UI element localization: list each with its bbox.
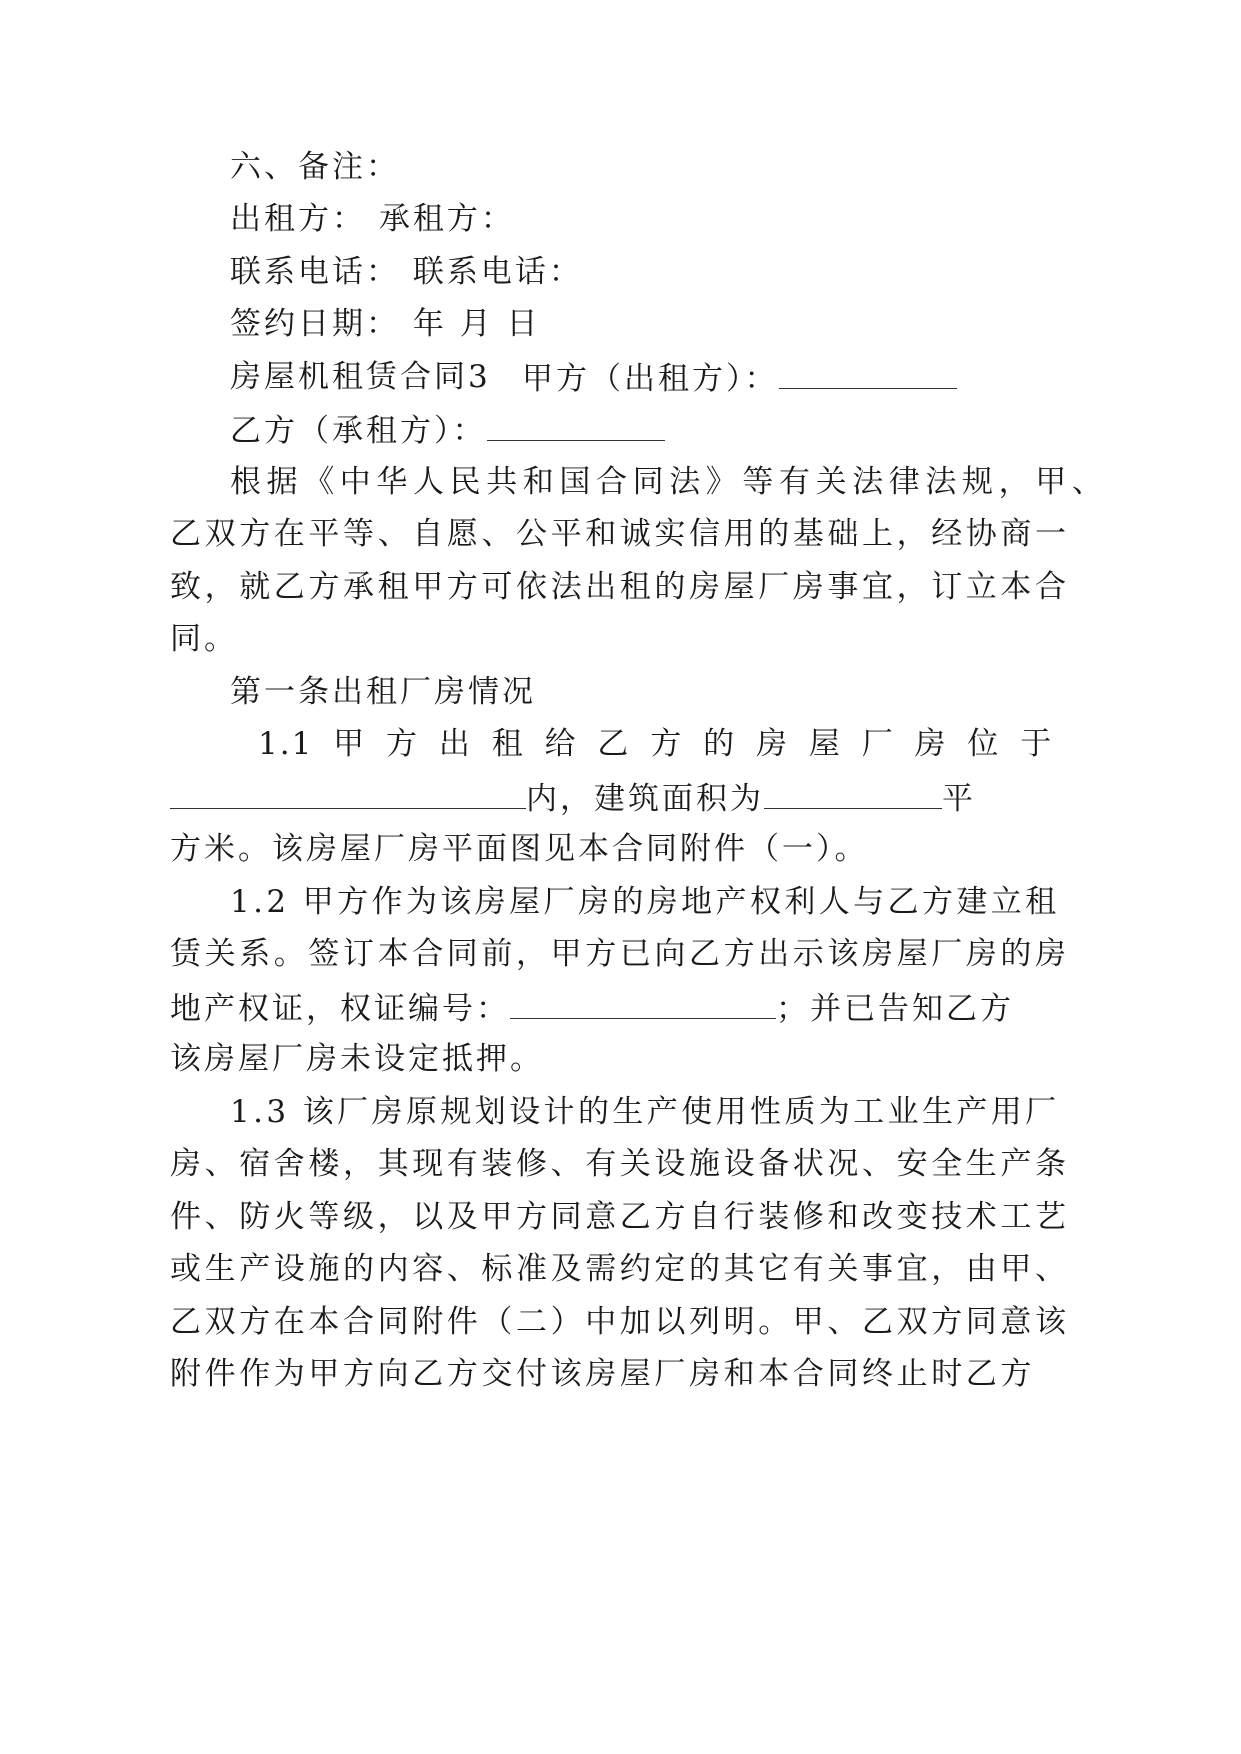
party-b-blank bbox=[487, 414, 665, 441]
certificate-number-blank bbox=[510, 992, 776, 1019]
clause-1-3-line-1: 1.3 该厂房原规划设计的生产使用性质为工业生产用厂 bbox=[230, 1094, 1060, 1130]
area-blank bbox=[764, 782, 942, 809]
location-blank bbox=[170, 782, 526, 809]
clause-1-1-line-1: 1.1 甲 方 出 租 给 乙 方 的 房 屋 厂 房 位 于 bbox=[258, 726, 1054, 762]
clause-1-3-line-3: 件、防火等级，以及甲方同意乙方自行装修和改变技术工艺 bbox=[170, 1199, 1070, 1235]
party-a-blank bbox=[779, 362, 957, 389]
article-one-heading: 第一条出租厂房情况 bbox=[230, 674, 536, 710]
paragraph-basis-line-1: 根据《中华人民共和国合同法》等有关法律法规，甲、 bbox=[230, 464, 1109, 500]
party-b-text: 乙方（承租方）： bbox=[230, 413, 487, 449]
contact-phone-line: 联系电话： 联系电话： bbox=[230, 254, 583, 290]
clause-1-1-line-2 bbox=[170, 782, 976, 815]
certificate-number-text: 地产权证，权证编号： bbox=[170, 991, 510, 1027]
party-b-label bbox=[230, 414, 665, 447]
clause-1-1-line-3: 方米。该房屋厂房平面图见本合同附件（一）。 bbox=[170, 831, 869, 867]
clause-1-2-line-3 bbox=[170, 992, 1014, 1025]
clause-1-2-line-4: 该房屋厂房未设定抵押。 bbox=[170, 1041, 544, 1077]
clause-1-2-line-2: 赁关系。签订本合同前，甲方已向乙方出示该房屋厂房的房 bbox=[170, 936, 1070, 972]
paragraph-basis-line-3: 致，就乙方承租甲方可依法出租的房屋厂房事宜，订立本合 bbox=[170, 569, 1070, 605]
party-a-text: 甲方（出租方）： bbox=[522, 361, 779, 397]
area-text: 内，建筑面积为 bbox=[526, 781, 764, 817]
contract-title-3: 房屋机租赁合同3 bbox=[230, 359, 491, 395]
clause-1-3-line-5: 乙双方在本合同附件（二）中加以列明。甲、乙双方同意该 bbox=[170, 1304, 1070, 1340]
lessor-lessee-signature-line: 出租方： 承租方： bbox=[230, 201, 515, 237]
clause-1-3-line-6: 附件作为甲方向乙方交付该房屋厂房和本合同终止时乙方 bbox=[170, 1356, 1035, 1392]
paragraph-basis-line-4: 同。 bbox=[170, 621, 238, 657]
mortgage-notice-text: ；并已告知乙方 bbox=[776, 991, 1014, 1027]
section-six-remarks: 六、备注： bbox=[230, 149, 400, 185]
paragraph-basis-line-2: 乙双方在平等、自愿、公平和诚实信用的基础上，经协商一 bbox=[170, 516, 1070, 552]
signing-date-line: 签约日期： 年 月 日 bbox=[230, 306, 541, 342]
clause-1-2-line-1: 1.2 甲方作为该房屋厂房的房地产权利人与乙方建立租 bbox=[230, 884, 1060, 920]
party-a-label bbox=[522, 362, 957, 395]
clause-1-3-line-4: 或生产设施的内容、标准及需约定的其它有关事宜，由甲、 bbox=[170, 1251, 1070, 1287]
area-unit-text: 平 bbox=[942, 781, 976, 817]
clause-1-3-line-2: 房、宿舍楼，其现有装修、有关设施设备状况、安全生产条 bbox=[170, 1146, 1070, 1182]
